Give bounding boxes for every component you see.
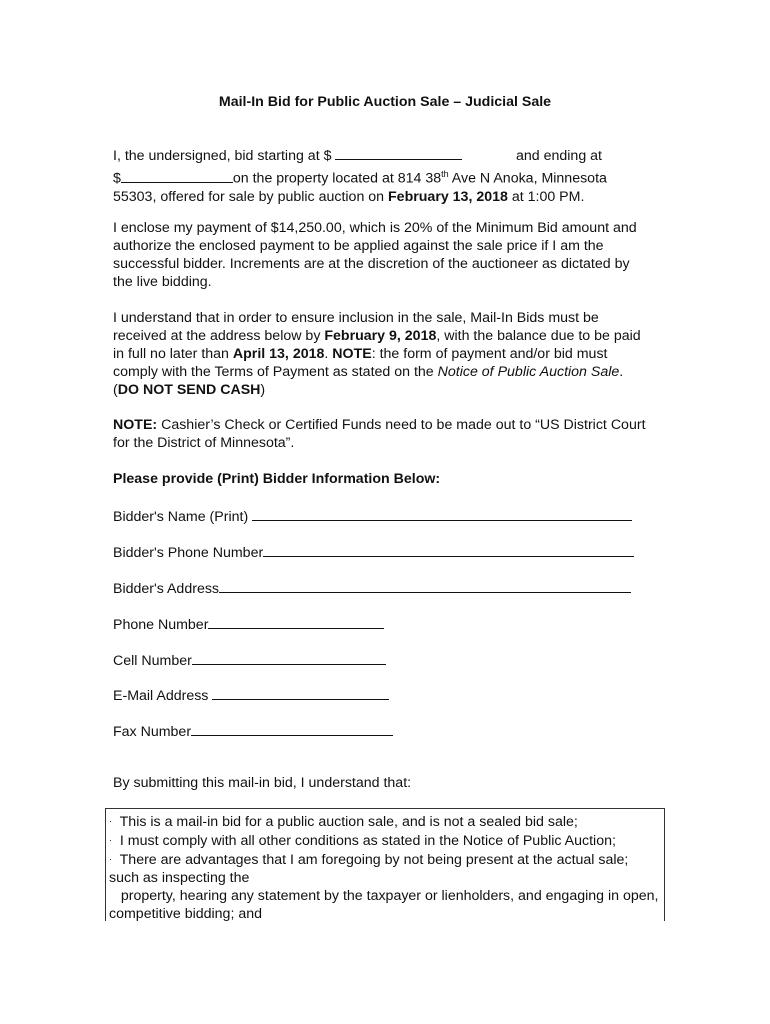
bidder-phone-field [113, 542, 634, 562]
bidder-address-input[interactable] [219, 578, 631, 593]
phone-number-field [113, 614, 384, 634]
condition-item-continued: property, hearing any statement by the taxpayer or lienholders, and engaging in open, competitive bidding; and [109, 888, 663, 922]
document-title: Mail-In Bid for Public Auction Sale – Judicial Sale [218, 94, 552, 110]
condition-item: · There are advantages that I am foregoing by not being present at the actual sale; such as inspecting the [109, 852, 629, 886]
auction-time-text: at 1:00 PM. [507, 188, 585, 205]
email-field [113, 685, 389, 705]
cell-number-input[interactable] [192, 650, 386, 665]
cell-number-field [113, 650, 386, 670]
auction-date: February 13, 2018 [388, 188, 508, 205]
bid-end-blank[interactable] [121, 170, 233, 183]
payee-note-text: Cashier’s Check or Certified Funds need to be made out to “US District Court for the District of Minnesota”. [113, 417, 646, 451]
note-label: NOTE: [113, 417, 158, 433]
email-input[interactable] [212, 685, 389, 700]
notice-reference: Notice of Public Auction Sale [437, 364, 620, 380]
bid-end-label: and ending at [516, 148, 602, 164]
note-label: NOTE [332, 346, 372, 362]
email-label: E-Mail Address [113, 688, 213, 704]
bid-start-label: I, the undersigned, bid starting at $ [113, 148, 332, 164]
condition-item: · I must comply with all other conditions as stated in the Notice of Public Auction; [109, 833, 616, 849]
cell-number-label: Cell Number [113, 653, 192, 669]
bidder-address-label: Bidder's Address [113, 581, 220, 597]
bidder-phone-input[interactable] [263, 542, 634, 557]
property-location-text: on the property located at 814 38 [232, 170, 442, 187]
payee-note-paragraph [113, 416, 648, 452]
phone-number-label: Phone Number [113, 617, 209, 633]
bid-statement-paragraph [113, 147, 653, 206]
conditions-list [109, 812, 661, 923]
fax-number-label: Fax Number [113, 724, 192, 740]
bid-end-dollar: $ [113, 170, 121, 187]
bullet-icon: · [109, 816, 112, 826]
no-cash-warning: DO NOT SEND CASH [117, 382, 261, 398]
bidder-name-input[interactable] [252, 506, 632, 521]
property-city-text: Ave N Anoka, Minnesota [448, 170, 607, 187]
fax-number-input[interactable] [191, 721, 393, 736]
bidder-name-label: Bidder's Name (Print) [113, 509, 253, 525]
balance-due-date: April 13, 2018 [232, 346, 325, 362]
bidder-name-field [113, 506, 632, 526]
condition-item: · This is a mail-in bid for a public auction sale, and is not a sealed bid sale; [109, 814, 578, 830]
deadline-paragraph: I understand that in order to ensure inclusion in the sale, Mail-In Bids must be received at the address below by February 9, 2018, with the balance due to be paid in full no later than April 13, 2018. NOTE: the form of payment and/or bid must comply with the Terms of Payment as stated on the Notice of Public Auction Sale. (DO NOT SEND CASH) [113, 310, 641, 398]
fax-number-field [113, 721, 393, 741]
payment-paragraph: I enclose my payment of $14,250.00, which is 20% of the Minimum Bid amount and authorize the enclosed payment to be applied against the sale price if I am the successful bidder. Increments are at the discretion of the auctioneer as dictated by the live bidding. [113, 220, 637, 290]
bidder-address-field [113, 578, 631, 598]
bullet-icon: · [109, 854, 112, 864]
bidder-phone-label: Bidder's Phone Number [113, 545, 264, 561]
ordinal-suffix: th [441, 169, 449, 179]
phone-number-input[interactable] [208, 614, 384, 629]
conditions-box [105, 808, 665, 921]
understanding-statement: By submitting this mail-in bid, I understand that: [113, 775, 412, 791]
bid-start-blank[interactable] [335, 147, 462, 160]
bullet-icon: · [109, 835, 112, 845]
sale-offer-text: 55303, offered for sale by public auction on [113, 188, 389, 205]
bid-deadline-date: February 9, 2018 [324, 328, 437, 344]
bidder-info-heading: Please provide (Print) Bidder Information Below: [113, 471, 441, 487]
